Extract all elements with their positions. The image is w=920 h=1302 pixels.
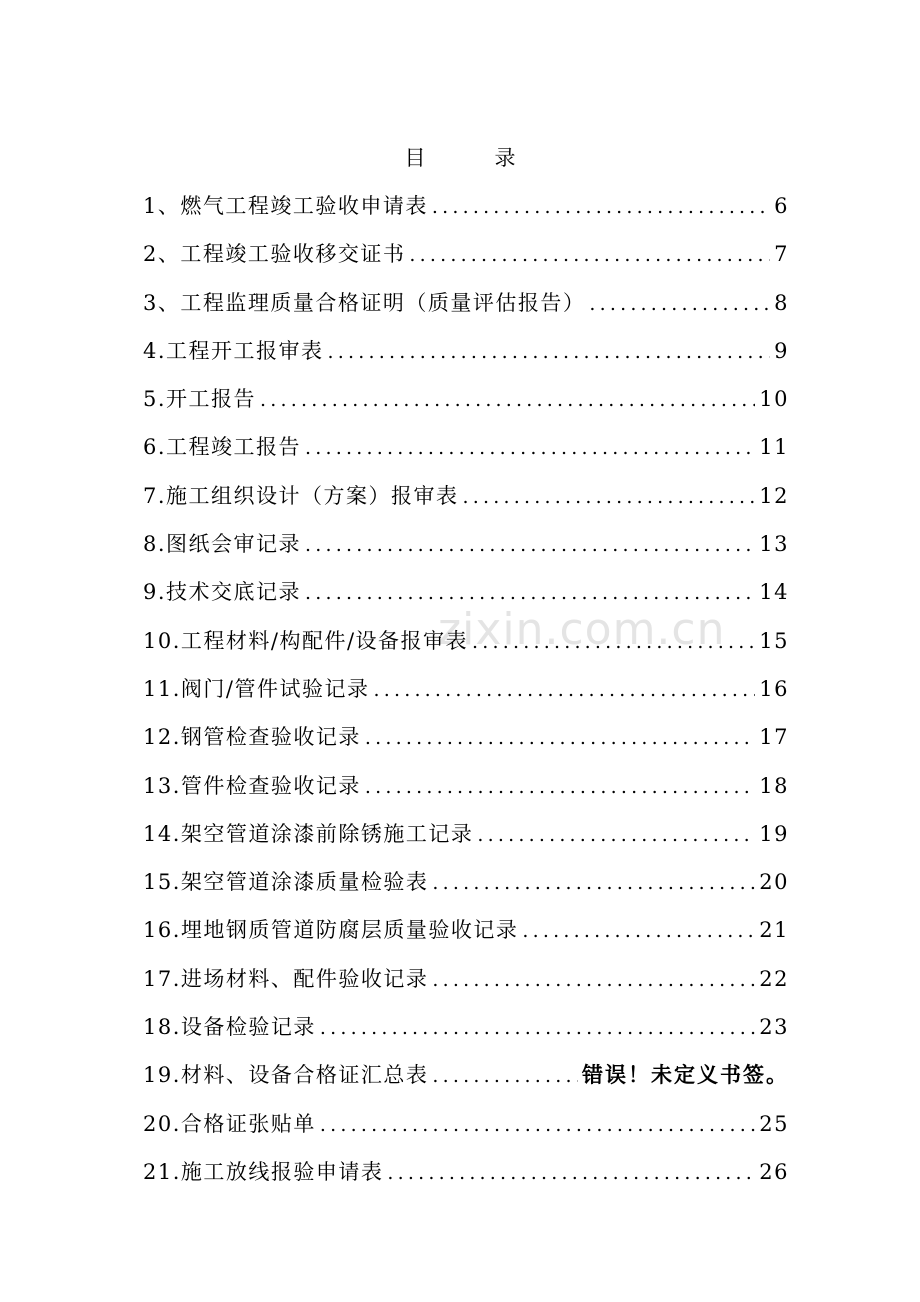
- toc-entry-page: 10: [759, 387, 789, 412]
- toc-entry-text: 2、工程竣工验收移交证书: [143, 242, 406, 267]
- toc-entry[interactable]: [143, 184, 789, 232]
- toc-entry-page: 7: [774, 242, 789, 267]
- toc-leader-dots: [432, 861, 755, 905]
- toc-entry-text: 3、工程监理质量合格证明（质量评估报告）: [143, 290, 586, 315]
- toc-entry-text: 1、燃气工程竣工验收申请表: [143, 194, 428, 218]
- toc-leader-dots: [463, 475, 756, 519]
- toc-leader-dots: [260, 378, 755, 422]
- toc-entry[interactable]: [143, 377, 789, 425]
- toc-entry[interactable]: [143, 764, 789, 812]
- toc-entry-text: 18.设备检验记录: [143, 1015, 316, 1040]
- toc-entry-page: 13: [759, 532, 789, 557]
- toc-leader-dots: [305, 571, 755, 615]
- toc-entry-text: 13.管件检查验收记录: [143, 773, 361, 798]
- toc-entry[interactable]: [143, 860, 789, 908]
- toc-entry-text: 9.技术交底记录: [143, 580, 302, 605]
- toc-entry-page: 9: [774, 338, 789, 363]
- toc-leader-dots: [432, 185, 770, 229]
- toc-leader-dots: [387, 1151, 755, 1195]
- toc-entry-page: 20: [759, 870, 789, 895]
- toc-entry-page: 17: [759, 725, 789, 750]
- toc-entry-page-error: 错误！未定义书签。: [582, 1062, 789, 1088]
- toc-entry-text: 21.施工放线报验申请表: [143, 1159, 384, 1184]
- toc-entry-text: 6.工程竣工报告: [143, 435, 302, 460]
- toc-entry[interactable]: [143, 1053, 789, 1101]
- toc-entry-text: 14.架空管道涂漆前除锈施工记录: [143, 821, 474, 846]
- toc-entry-text: 16.埋地钢质管道防腐层质量验收记录: [143, 918, 519, 943]
- toc-entry[interactable]: [143, 1150, 789, 1198]
- toc-entry-page: 8: [774, 290, 789, 315]
- toc-leader-dots: [373, 668, 755, 712]
- toc-entry-text: 8.图纸会审记录: [143, 532, 302, 557]
- toc-entry-page: 18: [759, 773, 789, 798]
- toc-entry-page: 12: [759, 483, 789, 508]
- toc-entry-text: 7.施工组织设计（方案）报审表: [143, 483, 459, 508]
- toc-entry[interactable]: [143, 667, 789, 715]
- toc-leader-dots: [589, 282, 770, 326]
- toc-list: [143, 184, 789, 1198]
- toc-leader-dots: [409, 233, 770, 277]
- toc-leader-dots: [522, 909, 755, 953]
- toc-entry-page: 15: [759, 628, 789, 653]
- toc-entry-page: 21: [759, 918, 789, 943]
- toc-entry[interactable]: [143, 715, 789, 763]
- toc-leader-dots: [432, 1054, 578, 1098]
- toc-entry-text: 12.钢管检查验收记录: [143, 725, 361, 750]
- toc-title: 目 录: [404, 146, 540, 170]
- toc-entry-page: 6: [774, 194, 789, 218]
- toc-entry-text: 17.进场材料、配件验收记录: [143, 966, 429, 991]
- toc-entry[interactable]: [143, 474, 789, 522]
- toc-entry-page: 22: [759, 966, 789, 991]
- toc-leader-dots: [365, 765, 755, 809]
- toc-entry-text: 5.开工报告: [143, 387, 257, 412]
- toc-entry[interactable]: [143, 957, 789, 1005]
- toc-entry[interactable]: [143, 570, 789, 618]
- toc-entry[interactable]: [143, 329, 789, 377]
- toc-entry-text: 15.架空管道涂漆质量检验表: [143, 870, 429, 895]
- toc-leader-dots: [432, 958, 755, 1002]
- toc-leader-dots: [477, 813, 755, 857]
- toc-entry-page: 19: [759, 821, 789, 846]
- toc-entry[interactable]: [143, 281, 789, 329]
- toc-entry[interactable]: [143, 1005, 789, 1053]
- toc-entry-text: 20.合格证张贴单: [143, 1111, 316, 1136]
- toc-entry[interactable]: [143, 619, 789, 667]
- toc-entry[interactable]: [143, 1102, 789, 1150]
- toc-leader-dots: [305, 523, 755, 567]
- toc-leader-dots: [320, 1103, 755, 1147]
- watermark: zixin.com.cn: [438, 604, 726, 655]
- toc-entry-page: 14: [759, 580, 789, 605]
- toc-leader-dots: [305, 426, 755, 470]
- toc-leader-dots: [320, 1006, 755, 1050]
- toc-entry-page: 23: [759, 1015, 789, 1040]
- toc-leader-dots: [365, 716, 755, 760]
- toc-entry-page: 16: [759, 676, 789, 701]
- toc-entry-page: 25: [759, 1111, 789, 1136]
- toc-entry[interactable]: [143, 812, 789, 860]
- toc-entry-page: 11: [759, 435, 789, 460]
- toc-entry-text: 4.工程开工报审表: [143, 338, 324, 363]
- toc-entry-page: 26: [759, 1159, 789, 1184]
- toc-entry[interactable]: [143, 425, 789, 473]
- toc-entry-text: 19.材料、设备合格证汇总表: [143, 1063, 429, 1088]
- toc-entry-text: 10.工程材料/构配件/设备报审表: [143, 628, 469, 653]
- toc-entry[interactable]: [143, 908, 789, 956]
- toc-leader-dots: [328, 330, 771, 374]
- toc-entry[interactable]: [143, 522, 789, 570]
- toc-entry[interactable]: [143, 232, 789, 280]
- toc-leader-dots: [472, 620, 755, 664]
- toc-entry-text: 11.阀门/管件试验记录: [143, 676, 370, 701]
